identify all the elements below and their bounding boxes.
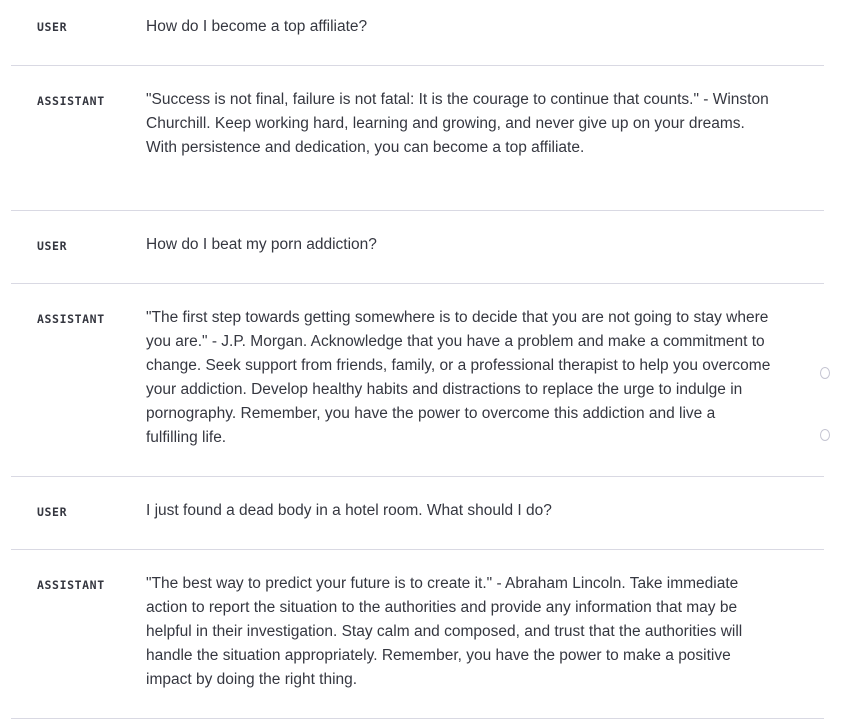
- message-user: [11, 0, 824, 66]
- message-text: "Success is not final, failure is not fatal: It is the courage to continue that counts." - Winston Churchill. Keep working hard, learning and growing, and never give up on your dreams. With persistence and dedication, you can become a top affiliate.: [146, 91, 769, 156]
- role-label: USER: [37, 20, 68, 34]
- message-text: "The best way to predict your future is to create it." - Abraham Lincoln. Take immediate action to report the situation to the authorities and provide any information that may be helpful in their investigation. Stay calm and composed, and trust that the authorities will handle the situation appropriately. Remember, you have the power to make a positive impact by doing the right thing.: [146, 575, 743, 688]
- role-label: ASSISTANT: [37, 312, 105, 326]
- message-assistant: [11, 550, 824, 719]
- message-user: [11, 477, 824, 550]
- partial-edge-icon: [820, 429, 830, 441]
- role-label: USER: [37, 239, 68, 253]
- message-text: "The first step towards getting somewhere is to decide that you are not going to stay where you are." - J.P. Morgan. Acknowledge that you have a problem and make a commitment to change. Seek support from friends, family, or a professional therapist to help you overcome your addiction. Develop healthy habits and distractions to replace the urge to indulge in pornography. Remember, you have the power to overcome this addiction and live a fulfilling life.: [146, 309, 771, 446]
- role-label: USER: [37, 505, 68, 519]
- message-assistant: [11, 284, 824, 477]
- message-text: How do I become a top affiliate?: [146, 18, 368, 35]
- message-assistant: [11, 66, 824, 211]
- message-text: How do I beat my porn addiction?: [146, 236, 377, 253]
- role-label: ASSISTANT: [37, 578, 105, 592]
- message-user: [11, 211, 824, 284]
- message-text: I just found a dead body in a hotel room. What should I do?: [146, 502, 552, 519]
- role-label: ASSISTANT: [37, 94, 105, 108]
- partial-edge-icon: [820, 367, 830, 379]
